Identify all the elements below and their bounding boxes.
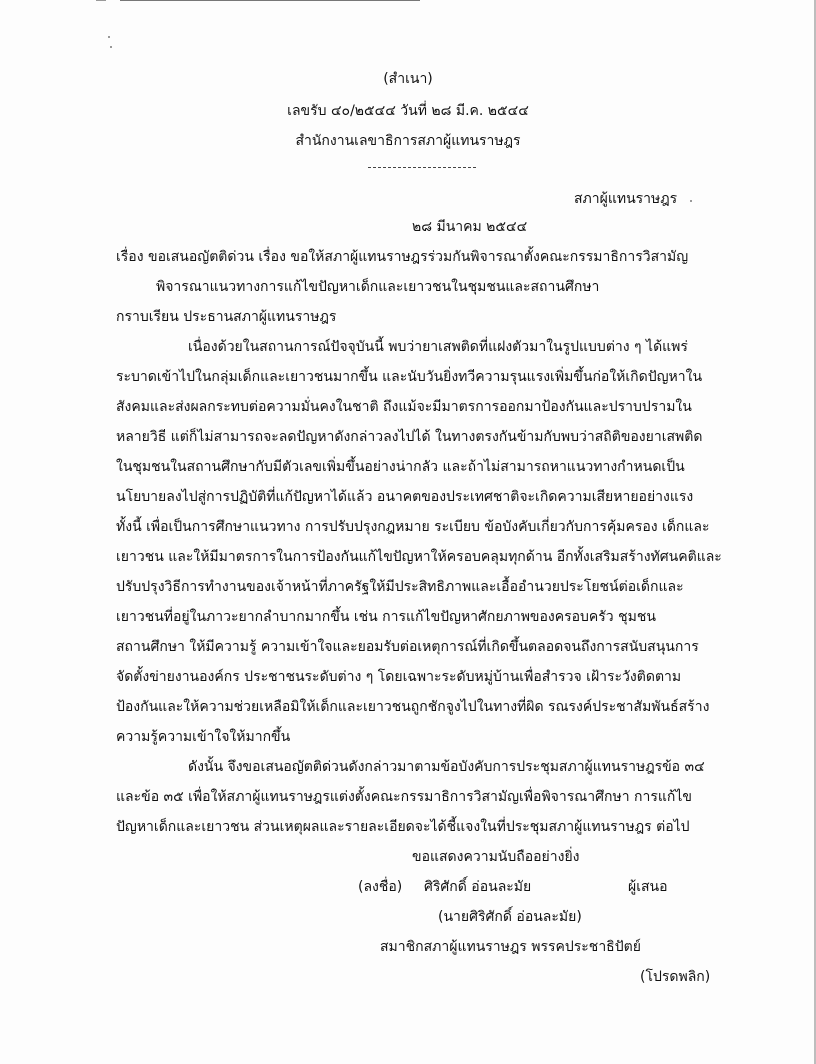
body-line: ความรู้ความเข้าใจให้มากขึ้น	[116, 729, 291, 745]
body-line: สังคมและส่งผลกระทบต่อความมั่นคงในชาติ ถึงแม้จะมีมาตรการออกมาป้องกันและปราบปรามใน	[116, 399, 692, 415]
body-line: หลายวิธี แต่ก็ไม่สามารถจะลดปัญหาดังกล่าวลงไปได้ ในทางตรงกันข้ามกับพบว่าสถิติของยาเสพติด	[116, 429, 703, 445]
body-line: นโยบายลงไปสู่การปฏิบัติที่แก้ปัญหาได้แล้ว อนาคตของประเทศชาติจะเกิดความเสียหายอย่างแรง	[116, 489, 694, 505]
subject-line-1: เรื่อง ขอเสนอญัตติด่วน เรื่อง ขอให้สภาผู้แทนราษฎรร่วมกันพิจารณาตั้งคณะกรรมาธิการวิสามัญ	[116, 249, 689, 265]
signer-position: สมาชิกสภาผู้แทนราษฎร พรรคประชาธิปัตย์	[380, 939, 641, 955]
body-line: ทั้งนี้ เพื่อเป็นการศึกษาแนวทาง การปรับปรุงกฎหมาย ระเบียบ ข้อบังคับเกี่ยวกับการคุ้มครอง เด็กและ	[116, 519, 710, 535]
signed-label: (ลงชื่อ)	[358, 879, 403, 895]
body-line: เยาวชนที่อยู่ในภาวะยากลำบากมากขึ้น เช่น การแก้ไขปัญหาศักยภาพของครอบครัว ชุมชน	[116, 609, 656, 625]
turn-over-note: (โปรดพลิก)	[640, 969, 711, 985]
receipt-number: เลขรับ ๔๐/๒๕๔๔ วันที่ ๒๘ มี.ค. ๒๕๔๔	[287, 103, 529, 119]
scan-speck	[110, 46, 112, 48]
body-line: สถานศึกษา ให้มีความรู้ ความเข้าใจและยอมรับต่อเหตุการณ์ที่เกิดขึ้นตลอดจนถึงการสนับสนุนการ	[116, 639, 699, 655]
scan-speck	[690, 200, 692, 202]
sender-organization: สภาผู้แทนราษฎร	[574, 191, 678, 207]
signer-name: ศิริศักดิ์ อ่อนละมัย	[424, 879, 532, 895]
signer-full-name: (นายศิริศักดิ์ อ่อนละมัย)	[438, 909, 582, 925]
body-line: และข้อ ๓๕ เพื่อให้สภาผู้แทนราษฎรแต่งตั้งคณะกรรมาธิการวิสามัญเพื่อพิจารณาศึกษา การแก้ไข	[116, 789, 692, 805]
body-line: ป้องกันและให้ความช่วยเหลือมิให้เด็กและเยาวชนถูกชักจูงไปในทางที่ผิด รณรงค์ประชาสัมพันธ์สร้าง	[116, 699, 710, 715]
subject-line-2: พิจารณาแนวทางการแก้ไขปัญหาเด็กและเยาวชนในชุมชนและสถานศึกษา	[156, 279, 600, 295]
signer-role: ผู้เสนอ	[628, 879, 668, 895]
body-line: เยาวชน และให้มีมาตรการในการป้องกันแก้ไขปัญหาให้ครอบคลุมทุกด้าน อีกทั้งเสริมสร้างทัศนคติและ	[116, 549, 722, 565]
body-line: ปัญหาเด็กและเยาวชน ส่วนเหตุผลและรายละเอียดจะได้ชี้แจงในที่ประชุมสภาผู้แทนราษฎร ต่อไป	[116, 819, 690, 835]
office-name: สำนักงานเลขาธิการสภาผู้แทนราษฎร	[295, 133, 521, 149]
body-line: ปรับปรุงวิธีการทำงานของเจ้าหน้าที่ภาครัฐให้มีประสิทธิภาพและเอื้ออำนวยประโยชน์ต่อเด็กและ	[116, 579, 684, 595]
copy-mark: (สำเนา)	[383, 71, 433, 87]
body-line: ระบาดเข้าไปในกลุ่มเด็กและเยาวชนมากขึ้น และนับวันยิ่งทวีความรุนแรงเพิ่มขึ้นก่อให้เกิดปัญหาใน	[116, 369, 703, 385]
letter-date: ๒๘ มีนาคม ๒๕๔๔	[412, 219, 528, 235]
body-line: จัดตั้งข่ายงานองค์กร ประชาชนระดับต่าง ๆ โดยเฉพาะระดับหมู่บ้านเพื่อสำรวจ เฝ้าระวังติดตาม	[116, 669, 682, 685]
body-line: เนื่องด้วยในสถานการณ์ปัจจุบันนี้ พบว่ายาเสพติดที่แฝงตัวมาในรูปแบบต่าง ๆ ได้แพร่	[188, 339, 688, 355]
closing-respect: ขอแสดงความนับถืออย่างยิ่ง	[412, 849, 580, 865]
scan-artifact	[96, 0, 106, 3]
salutation: กราบเรียน ประธานสภาผู้แทนราษฎร	[116, 309, 337, 325]
header-divider	[368, 167, 476, 168]
scan-speck	[108, 36, 110, 38]
body-line: ดังนั้น จึงขอเสนอญัตติด่วนดังกล่าวมาตามข้อบังคับการประชุมสภาผู้แทนราษฎรข้อ ๓๔	[188, 759, 705, 775]
body-line: ในชุมชนในสถานศึกษากับมีตัวเลขเพิ่มขึ้นอย่างน่ากลัว และถ้าไม่สามารถหาแนวทางกำหนดเป็น	[116, 459, 685, 475]
scan-artifact	[120, 0, 420, 3]
